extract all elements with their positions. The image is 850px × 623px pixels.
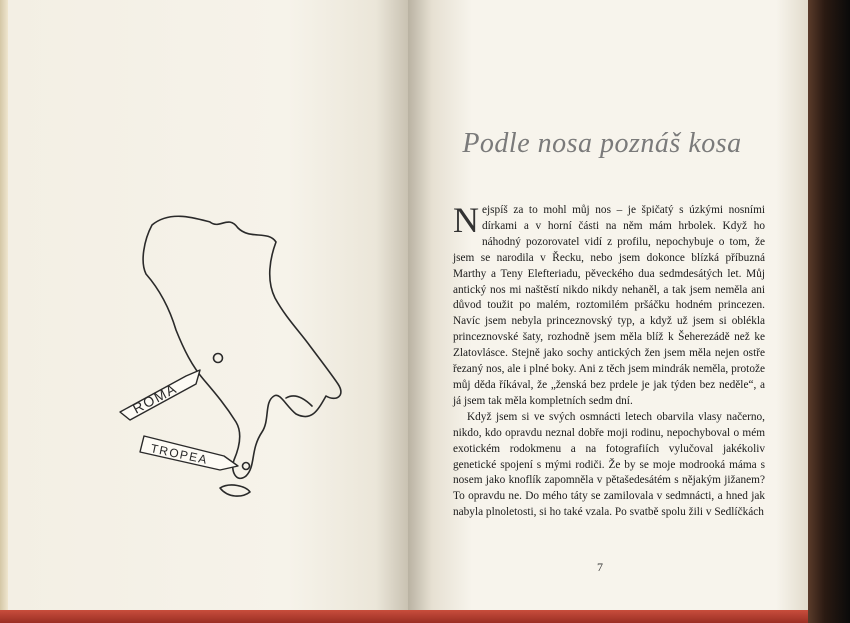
- italy-map-illustration: [100, 170, 360, 510]
- roma-label: ROMA: [129, 379, 180, 417]
- paragraph-1-text: ejspíš za to mohl můj nos – je špičatý s úzkými nosními dírkami a v horní části na něm mám hrbolek. Když ho náhodný pozorovatel vidí z profilu, nepochybuje o tom, že jsem se narodila v Řecku, nebo jsem dokonce blízká příbuzná Marthy a Teny Elefteriadu, pěveckého dua sedmdesátých let. Můj antický nos mi naštěstí nikdo nikdy nehaněl, a tak jsem neměla ani důvod toužit po malém, roztomilém pršáčku hodném princezen. Navíc jsem nebyla princeznovský typ, a když už jsem si oblékla princeznovské šaty, rozhodně jsem měla blíž k Šeherezádě než ke Zlatovlásce. Stejně jako sochy antických žen jsem měla nejen ostře řezaný nos, ale i plné boky. Ani z těch jsem mindrák neměla, protože můj děda říkával, že „ženská bez prdele je jak týden bez neděle“, a já jsem tak měla kompletních sedm dní.: [453, 204, 765, 407]
- page-edge-bottom: [0, 610, 810, 623]
- page-edge-left: [0, 0, 8, 623]
- chapter-title: Podle nosa poznáš kosa: [462, 128, 742, 159]
- tropea-marker: [243, 463, 250, 470]
- dropcap-letter: N: [453, 200, 479, 240]
- rome-marker: [214, 354, 223, 363]
- tropea-label: TROPEA: [149, 441, 210, 468]
- book-cover-edge: [808, 0, 850, 623]
- italy-outline: [143, 216, 341, 478]
- paragraph-2: Když jsem si ve svých osmnácti letech obarvila vlasy načerno, nikdo, kdo opravdu neznal dobře moji rodinu, nepochyboval o mém exotickém rodokmenu a na fotografiích vylučoval jakékoliv genetické spojení s mými rodiči. Že by se moje modrooká máma s nosem jako knoflík zapomněla v pětašedesátém s nějakým jižanem? To opravdu ne. Do mého táty se zamilovala v sedmnácti, a hned jak nabyla plnoletosti, si ho také vzala. Po svatbě spolu žili v Sedlíčkách: [453, 410, 765, 519]
- paragraph-1: [453, 200, 765, 410]
- chapter-body: [453, 200, 765, 521]
- page-number: 7: [597, 560, 603, 574]
